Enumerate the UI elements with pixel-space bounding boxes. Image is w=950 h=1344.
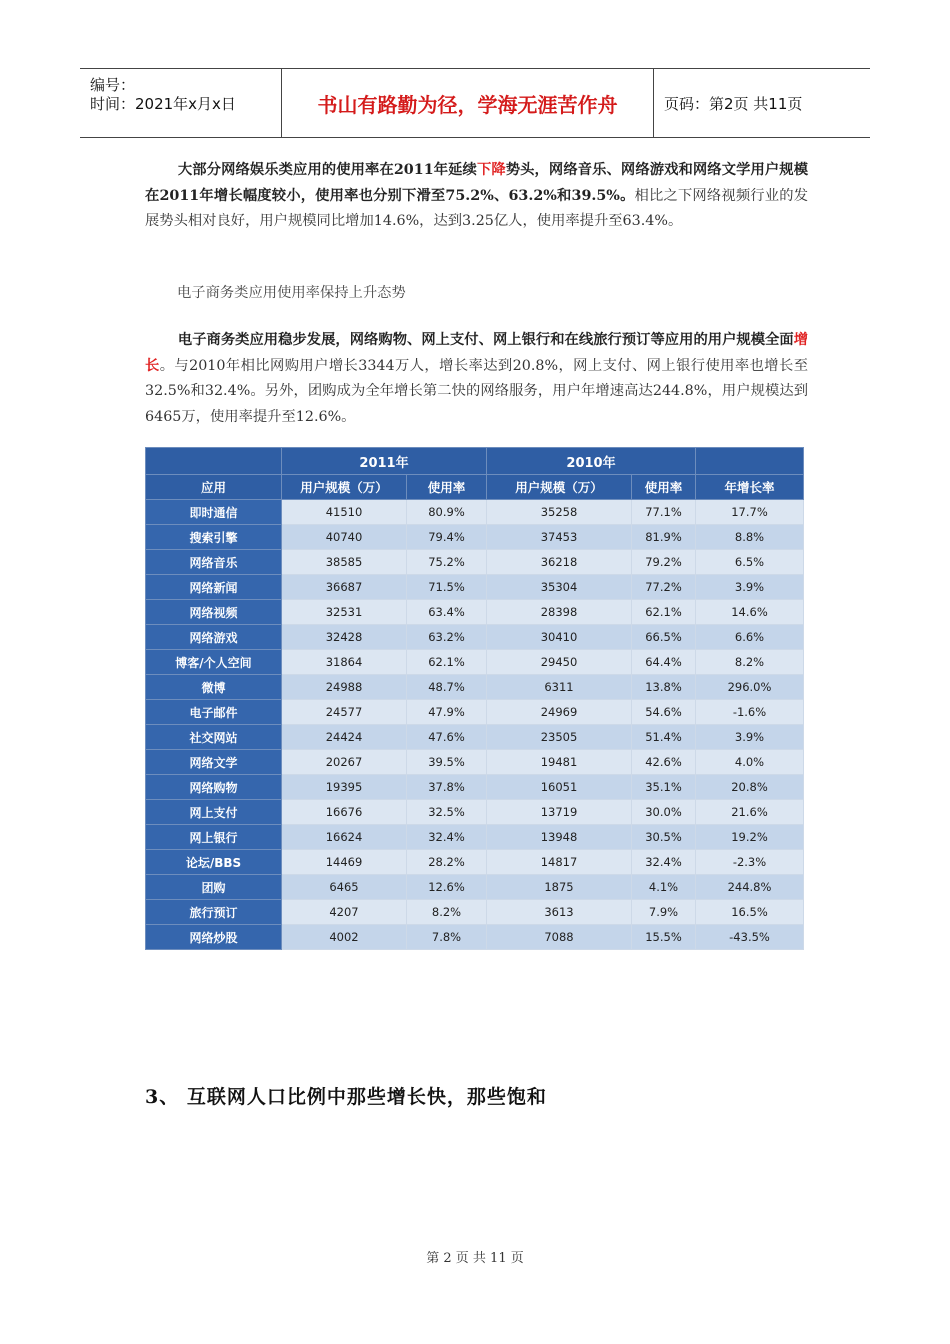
value-cell: 8.2% — [407, 900, 487, 925]
value-cell: 16051 — [487, 775, 632, 800]
header-meta — [80, 69, 282, 137]
value-cell: 16624 — [282, 825, 407, 850]
table-header-row — [146, 475, 804, 500]
paragraph-text: 电子商务类应用稳步发展，网络购物、网上支付、网上银行和在线旅行预订等应用的用户规模全面 — [177, 332, 794, 348]
table-row — [146, 675, 804, 700]
paragraph-entertainment — [145, 158, 808, 235]
value-cell: 15.5% — [632, 925, 696, 950]
value-cell: 23505 — [487, 725, 632, 750]
value-cell: 1875 — [487, 875, 632, 900]
column-header: 应用 — [146, 475, 282, 500]
value-cell: 35.1% — [632, 775, 696, 800]
table-row — [146, 850, 804, 875]
value-cell: 38585 — [282, 550, 407, 575]
value-cell: 6311 — [487, 675, 632, 700]
value-cell: 79.2% — [632, 550, 696, 575]
value-cell: 20267 — [282, 750, 407, 775]
value-cell: 4.1% — [632, 875, 696, 900]
value-cell: 37.8% — [407, 775, 487, 800]
app-name-cell: 网络游戏 — [146, 625, 282, 650]
app-name-cell: 网络购物 — [146, 775, 282, 800]
app-name-cell: 团购 — [146, 875, 282, 900]
value-cell: 6.5% — [696, 550, 804, 575]
time-label: 时间：2021年x月x日 — [90, 95, 236, 113]
column-header: 使用率 — [632, 475, 696, 500]
value-cell: 24969 — [487, 700, 632, 725]
value-cell: 29450 — [487, 650, 632, 675]
app-name-cell: 网络新闻 — [146, 575, 282, 600]
value-cell: 13719 — [487, 800, 632, 825]
value-cell: 47.9% — [407, 700, 487, 725]
column-header: 使用率 — [407, 475, 487, 500]
value-cell: 24577 — [282, 700, 407, 725]
value-cell: 32.5% — [407, 800, 487, 825]
value-cell: 30.0% — [632, 800, 696, 825]
value-cell: 30410 — [487, 625, 632, 650]
value-cell: 81.9% — [632, 525, 696, 550]
table-row — [146, 750, 804, 775]
app-name-cell: 网络炒股 — [146, 925, 282, 950]
value-cell: -2.3% — [696, 850, 804, 875]
value-cell: 35258 — [487, 500, 632, 525]
value-cell: 31864 — [282, 650, 407, 675]
app-name-cell: 网络视频 — [146, 600, 282, 625]
table-row — [146, 825, 804, 850]
paragraph-text: 相比之下网络视频行业的发展势头相对良好，用户规模同比增加14.6%，达到3.25亿人，使用率提升至63.4%。 — [145, 187, 808, 229]
value-cell: 48.7% — [407, 675, 487, 700]
app-name-cell: 网上支付 — [146, 800, 282, 825]
value-cell: 24424 — [282, 725, 407, 750]
value-cell: -1.6% — [696, 700, 804, 725]
app-name-cell: 电子邮件 — [146, 700, 282, 725]
value-cell: 28.2% — [407, 850, 487, 875]
app-name-cell: 微博 — [146, 675, 282, 700]
year-2011-header: 2011年 — [282, 448, 487, 475]
table-row — [146, 575, 804, 600]
table-row — [146, 900, 804, 925]
value-cell: 14817 — [487, 850, 632, 875]
value-cell: 63.2% — [407, 625, 487, 650]
table-row — [146, 725, 804, 750]
column-header: 用户规模（万） — [282, 475, 407, 500]
app-name-cell: 论坛/BBS — [146, 850, 282, 875]
value-cell: -43.5% — [696, 925, 804, 950]
value-cell: 71.5% — [407, 575, 487, 600]
app-name-cell: 旅行预订 — [146, 900, 282, 925]
value-cell: 64.4% — [632, 650, 696, 675]
table-row — [146, 700, 804, 725]
value-cell: 32.4% — [407, 825, 487, 850]
app-name-cell: 博客/个人空间 — [146, 650, 282, 675]
table-corner-cell — [696, 448, 804, 475]
table-row — [146, 500, 804, 525]
value-cell: 16.5% — [696, 900, 804, 925]
value-cell: 36218 — [487, 550, 632, 575]
number-label: 编号： — [90, 76, 136, 94]
value-cell: 7088 — [487, 925, 632, 950]
table-row — [146, 925, 804, 950]
value-cell: 21.6% — [696, 800, 804, 825]
value-cell: 37453 — [487, 525, 632, 550]
value-cell: 30.5% — [632, 825, 696, 850]
table-row — [146, 875, 804, 900]
header-motto: 书山有路勤为径，学海无涯苦作舟 — [282, 69, 654, 137]
app-name-cell: 搜索引擎 — [146, 525, 282, 550]
value-cell: 6465 — [282, 875, 407, 900]
value-cell: 13.8% — [632, 675, 696, 700]
value-cell: 7.9% — [632, 900, 696, 925]
table-corner-cell — [146, 448, 282, 475]
value-cell: 3613 — [487, 900, 632, 925]
value-cell: 62.1% — [632, 600, 696, 625]
value-cell: 36687 — [282, 575, 407, 600]
value-cell: 35304 — [487, 575, 632, 600]
value-cell: 8.2% — [696, 650, 804, 675]
value-cell: 6.6% — [696, 625, 804, 650]
value-cell: 14.6% — [696, 600, 804, 625]
highlight-text: 增长 — [145, 332, 808, 374]
value-cell: 16676 — [282, 800, 407, 825]
value-cell: 32531 — [282, 600, 407, 625]
section-heading: 3、 互联网人口比例中那些增长快，那些饱和 — [145, 1086, 547, 1108]
value-cell: 19395 — [282, 775, 407, 800]
value-cell: 24988 — [282, 675, 407, 700]
table-row — [146, 800, 804, 825]
value-cell: 3.9% — [696, 575, 804, 600]
table-row — [146, 625, 804, 650]
table-row — [146, 650, 804, 675]
value-cell: 244.8% — [696, 875, 804, 900]
header-page-label: 页码：第2页 共11页 — [664, 94, 803, 113]
value-cell: 47.6% — [407, 725, 487, 750]
value-cell: 63.4% — [407, 600, 487, 625]
app-name-cell: 网上银行 — [146, 825, 282, 850]
value-cell: 4002 — [282, 925, 407, 950]
value-cell: 77.1% — [632, 500, 696, 525]
page-footer: 第 2 页 共 11 页 — [426, 1251, 524, 1266]
value-cell: 7.8% — [407, 925, 487, 950]
year-2010-header: 2010年 — [487, 448, 696, 475]
value-cell: 66.5% — [632, 625, 696, 650]
value-cell: 54.6% — [632, 700, 696, 725]
value-cell: 75.2% — [407, 550, 487, 575]
highlight-text: 下降 — [476, 162, 506, 178]
value-cell: 19481 — [487, 750, 632, 775]
column-header: 用户规模（万） — [487, 475, 632, 500]
value-cell: 62.1% — [407, 650, 487, 675]
page-header — [80, 68, 870, 138]
column-header: 年增长率 — [696, 475, 804, 500]
subheading-ecommerce: 电子商务类应用使用率保持上升态势 — [177, 285, 406, 301]
value-cell: 8.8% — [696, 525, 804, 550]
app-name-cell: 网络文学 — [146, 750, 282, 775]
app-name-cell: 社交网站 — [146, 725, 282, 750]
paragraph-text: 大部分网络娱乐类应用的使用率在2011年延续 — [177, 162, 477, 178]
value-cell: 3.9% — [696, 725, 804, 750]
table-row — [146, 525, 804, 550]
value-cell: 4207 — [282, 900, 407, 925]
table-row — [146, 600, 804, 625]
app-name-cell: 即时通信 — [146, 500, 282, 525]
paragraph-text: 。 — [159, 357, 175, 374]
value-cell: 42.6% — [632, 750, 696, 775]
paragraph-text: 势头，网络音乐、网络游戏和网络文学用户规模在2011年增长幅度较小，使用率也分别下滑至75.2%、63.2%和39.5%。 — [145, 162, 808, 204]
value-cell: 28398 — [487, 600, 632, 625]
value-cell: 39.5% — [407, 750, 487, 775]
value-cell: 4.0% — [696, 750, 804, 775]
table-year-row — [146, 448, 804, 475]
value-cell: 17.7% — [696, 500, 804, 525]
value-cell: 12.6% — [407, 875, 487, 900]
value-cell: 79.4% — [407, 525, 487, 550]
value-cell: 80.9% — [407, 500, 487, 525]
usage-table — [145, 447, 803, 950]
paragraph-text: 与2010年相比网购用户增长3344万人，增长率达到20.8%，网上支付、网上银行使用率也增长至32.5%和32.4%。另外，团购成为全年增长第二快的网络服务，用户年增速高达244.8%，用户规模达到6465万，使用率提升至12.6%。 — [145, 357, 808, 425]
value-cell: 41510 — [282, 500, 407, 525]
value-cell: 77.2% — [632, 575, 696, 600]
table-row — [146, 775, 804, 800]
value-cell: 32.4% — [632, 850, 696, 875]
value-cell: 32428 — [282, 625, 407, 650]
value-cell: 20.8% — [696, 775, 804, 800]
value-cell: 13948 — [487, 825, 632, 850]
paragraph-ecommerce — [145, 328, 808, 430]
value-cell: 40740 — [282, 525, 407, 550]
table-row — [146, 550, 804, 575]
value-cell: 51.4% — [632, 725, 696, 750]
value-cell: 14469 — [282, 850, 407, 875]
app-name-cell: 网络音乐 — [146, 550, 282, 575]
value-cell: 19.2% — [696, 825, 804, 850]
value-cell: 296.0% — [696, 675, 804, 700]
